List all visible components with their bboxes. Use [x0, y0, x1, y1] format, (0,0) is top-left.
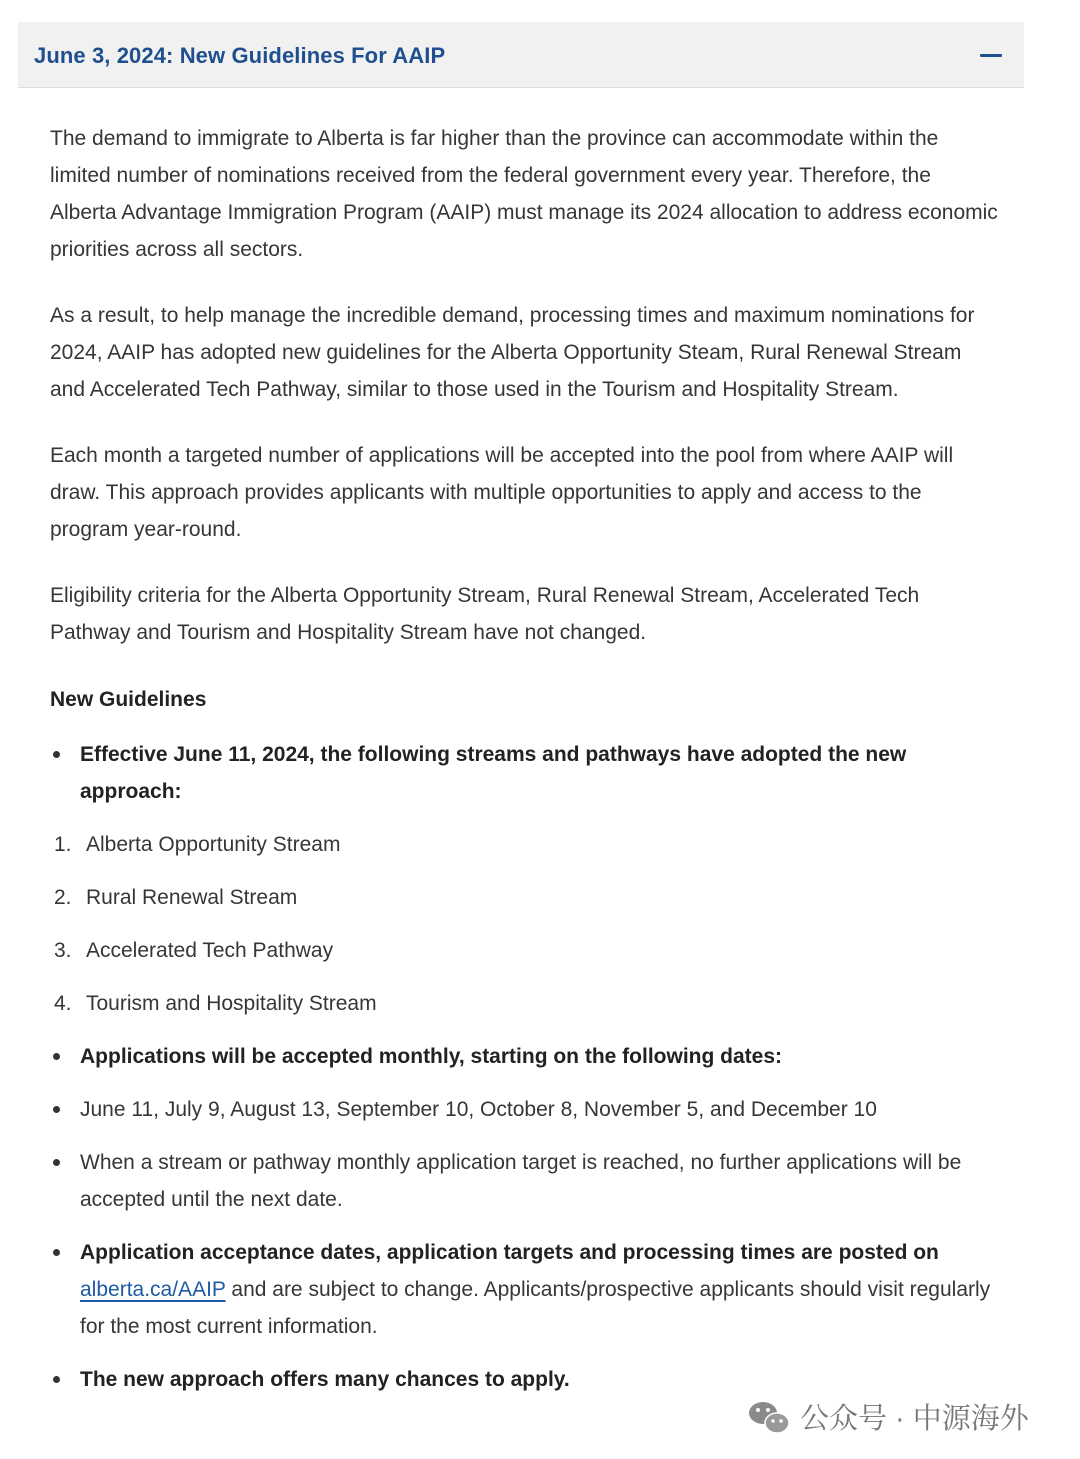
stream-number: 2.	[54, 886, 72, 909]
chances-bullet: The new approach offers many chances to apply.	[50, 1361, 1000, 1398]
watermark-text: 公众号 · 中源海外	[800, 1403, 1029, 1435]
stream-label: Alberta Opportunity Stream	[86, 833, 341, 856]
posted-bold-text: Application acceptance dates, application targets and processing times are posted on	[80, 1241, 939, 1264]
posted-bullet	[50, 1234, 1000, 1345]
stream-label: Accelerated Tech Pathway	[86, 939, 334, 962]
stream-label: Rural Renewal Stream	[86, 886, 298, 909]
stream-label: Tourism and Hospitality Stream	[86, 992, 377, 1015]
monthly-bullet: Applications will be accepted monthly, starting on the following dates:	[50, 1038, 1000, 1075]
stream-list-item	[50, 879, 1000, 916]
new-guidelines-heading: New Guidelines	[50, 688, 207, 711]
accordion-content	[50, 120, 1000, 1414]
target-bullet: When a stream or pathway monthly application target is reached, no further applications will be accepted until the next date.	[50, 1144, 1000, 1218]
effective-bullet: Effective June 11, 2024, the following streams and pathways have adopted the new approach:	[50, 736, 1000, 810]
collapse-icon[interactable]	[980, 54, 1002, 57]
stream-list-item	[50, 985, 1000, 1022]
paragraph-eligibility: Eligibility criteria for the Alberta Opportunity Stream, Rural Renewal Stream, Accelerated Tech Pathway and Tourism and Hospitality Stream have not changed.	[50, 584, 920, 644]
accordion-header[interactable]	[18, 22, 1024, 88]
paragraph-result: As a result, to help manage the incredible demand, processing times and maximum nominations for 2024, AAIP has adopted new guidelines for the Alberta Opportunity Steam, Rural Renewal Stream and Accelerated Tech Pathway, similar to those used in the Tourism and Hospitality Stream.	[50, 304, 975, 401]
aaip-link[interactable]: alberta.ca/AAIP	[80, 1278, 226, 1301]
stream-number: 3.	[54, 939, 72, 962]
stream-list-item	[50, 932, 1000, 969]
watermark	[748, 1396, 1029, 1437]
dates-bullet: June 11, July 9, August 13, September 10, October 8, November 5, and December 10	[50, 1091, 1000, 1128]
paragraph-demand: The demand to immigrate to Alberta is far higher than the province can accommodate within the limited number of nominations received from the federal government every year. Therefore, the Alberta Advantage Immigration Program (AAIP) must manage its 2024 allocation to address economic priorities across all sectors.	[50, 127, 998, 261]
posted-rest-text: and are subject to change. Applicants/prospective applicants should visit regularly for the most current information.	[80, 1278, 991, 1338]
stream-list-item	[50, 826, 1000, 863]
accordion-title[interactable]: June 3, 2024: New Guidelines For AAIP	[34, 43, 446, 68]
stream-number: 1.	[54, 833, 72, 856]
stream-number: 4.	[54, 992, 72, 1015]
paragraph-monthly: Each month a targeted number of applications will be accepted into the pool from where AAIP will draw. This approach provides applicants with multiple opportunities to apply and access to the program year-round.	[50, 444, 954, 541]
wechat-icon	[748, 1399, 790, 1435]
